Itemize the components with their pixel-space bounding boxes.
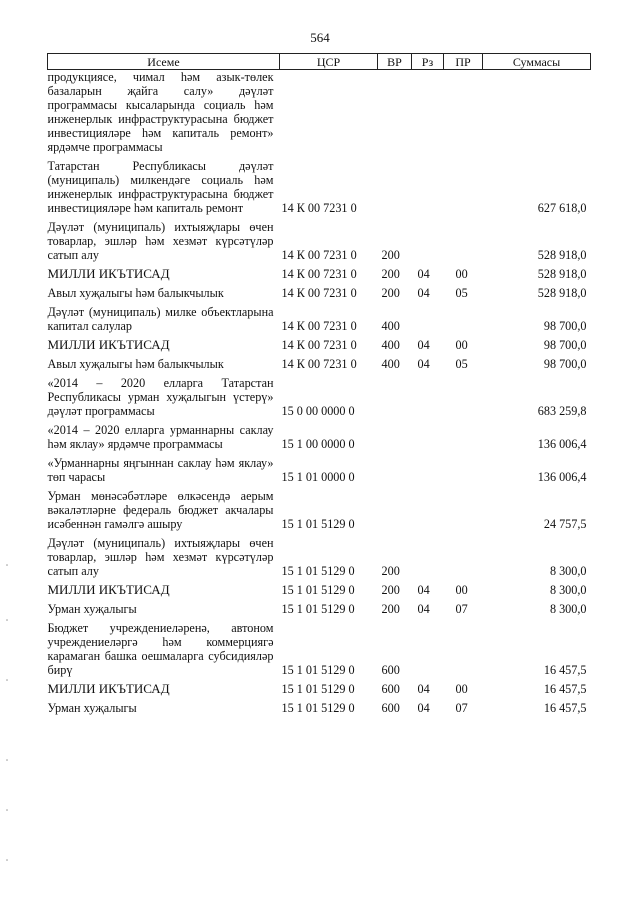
cell-name: Авыл хуҗалыгы һәм балыкчылык (47, 286, 224, 300)
table-row (48, 215, 591, 262)
cell-name: МИЛЛИ ИКЪТИСАД (47, 266, 170, 281)
cell-rz (412, 616, 444, 677)
cell-name: «2014 – 2020 елларга Татарстан Республикасы урман хуҗалыгын үстерү» дәүләт программасы (47, 376, 274, 418)
cell-csr (280, 70, 378, 155)
table-row (48, 451, 591, 484)
table-row (48, 333, 591, 352)
cell-rz: 04 (417, 602, 430, 616)
cell-pr: 07 (455, 602, 468, 616)
cell-sum: 136 006,4 (537, 470, 587, 484)
cell-rz (412, 484, 444, 531)
cell-vr: 200 (381, 286, 400, 300)
cell-pr: 00 (455, 583, 468, 597)
cell-csr: 14 К 00 7231 0 (281, 357, 357, 371)
cell-rz: 04 (417, 357, 430, 371)
table-row (48, 677, 591, 696)
cell-pr (444, 451, 483, 484)
cell-sum: 16 457,5 (543, 682, 587, 696)
cell-pr (444, 418, 483, 451)
cell-rz (412, 418, 444, 451)
header-vr: ВР (378, 54, 412, 70)
cell-csr: 14 К 00 7231 0 (281, 286, 357, 300)
table-header-row (48, 54, 591, 70)
cell-rz (412, 70, 444, 155)
cell-sum: 8 300,0 (549, 583, 587, 597)
cell-pr (444, 154, 483, 215)
cell-rz (412, 451, 444, 484)
cell-vr (378, 418, 412, 451)
cell-pr (444, 371, 483, 418)
table-row (48, 262, 591, 281)
cell-vr: 200 (381, 248, 400, 262)
cell-name: «Урманнарны яңгыннан саклау һәм яклау» төп чарасы (47, 456, 274, 484)
cell-csr: 15 1 01 5129 0 (281, 517, 355, 531)
cell-vr: 600 (381, 682, 400, 696)
cell-vr: 200 (381, 602, 400, 616)
cell-pr (444, 215, 483, 262)
table-row (48, 578, 591, 597)
cell-rz (412, 300, 444, 333)
cell-vr (378, 484, 412, 531)
cell-sum: 528 918,0 (537, 248, 587, 262)
cell-rz: 04 (417, 338, 430, 352)
cell-sum: 98 700,0 (543, 357, 587, 371)
cell-vr: 400 (381, 338, 400, 352)
cell-sum: 136 006,4 (537, 437, 587, 451)
table-row (48, 300, 591, 333)
table-row (48, 696, 591, 715)
cell-pr (444, 484, 483, 531)
header-pr: ПР (444, 54, 483, 70)
cell-name: МИЛЛИ ИКЪТИСАД (47, 337, 170, 352)
cell-vr (378, 371, 412, 418)
cell-pr (444, 616, 483, 677)
cell-sum: 627 618,0 (537, 201, 587, 215)
cell-rz (412, 371, 444, 418)
cell-pr: 00 (455, 682, 468, 696)
cell-sum: 16 457,5 (543, 663, 587, 677)
cell-rz: 04 (417, 286, 430, 300)
cell-csr: 15 1 01 0000 0 (281, 470, 355, 484)
cell-vr: 400 (381, 357, 400, 371)
cell-vr: 600 (381, 663, 400, 677)
cell-sum (483, 70, 591, 155)
table-row (48, 597, 591, 616)
cell-name: Урман хуҗалыгы (47, 701, 137, 715)
cell-pr: 07 (455, 701, 468, 715)
cell-sum: 8 300,0 (549, 564, 587, 578)
cell-vr: 200 (381, 267, 400, 281)
table-row (48, 154, 591, 215)
cell-csr: 15 1 01 5129 0 (281, 602, 355, 616)
cell-pr (444, 531, 483, 578)
cell-pr (444, 300, 483, 333)
cell-rz (412, 531, 444, 578)
cell-pr: 05 (455, 286, 468, 300)
table-row (48, 616, 591, 677)
cell-rz: 04 (417, 267, 430, 281)
cell-csr: 15 1 01 5129 0 (281, 663, 355, 677)
cell-sum: 98 700,0 (543, 338, 587, 352)
cell-rz: 04 (417, 583, 430, 597)
cell-name: Дәүләт (муниципаль) милке объектларына капитал салулар (47, 305, 274, 333)
cell-name: Урман мөнәсәбәтләре өлкәсендә аерым вәкаләтләрне федераль бюджет акчалары исәбеннән гамәлгә ашыру (47, 489, 274, 531)
cell-name: Дәүләт (муниципаль) ихтыяҗлары өчен товарлар, эшләр һәм хезмәт күрсәтүләр сатып алу (47, 536, 274, 578)
cell-sum: 8 300,0 (549, 602, 587, 616)
cell-csr: 14 К 00 7231 0 (281, 267, 357, 281)
cell-name: Авыл хуҗалыгы һәм балыкчылык (47, 357, 224, 371)
cell-name: Урман хуҗалыгы (47, 602, 137, 616)
cell-csr: 15 1 01 5129 0 (281, 701, 355, 715)
header-name: Исеме (48, 54, 280, 70)
cell-sum: 528 918,0 (537, 267, 587, 281)
page-number: 564 (310, 30, 330, 45)
cell-sum: 528 918,0 (537, 286, 587, 300)
cell-name: Бюджет учреждениеләренә, автоном учреждениеләргә һәм коммерциягә карамаган башка оешмаларга субсидияләр бирү (47, 621, 274, 677)
budget-table (47, 53, 591, 715)
cell-vr (378, 451, 412, 484)
scan-margin-marks (4, 560, 10, 880)
cell-csr: 14 К 00 7231 0 (281, 201, 357, 215)
table-row (48, 371, 591, 418)
cell-csr: 14 К 00 7231 0 (281, 319, 357, 333)
cell-sum: 24 757,5 (543, 517, 587, 531)
cell-csr: 15 1 01 5129 0 (281, 564, 355, 578)
table-row (48, 281, 591, 300)
cell-csr: 14 К 00 7231 0 (281, 248, 357, 262)
table-row (48, 484, 591, 531)
cell-csr: 15 1 01 5129 0 (281, 583, 355, 597)
table-row (48, 531, 591, 578)
table-row (48, 352, 591, 371)
cell-rz (412, 154, 444, 215)
cell-vr (378, 154, 412, 215)
header-sum: Суммасы (483, 54, 591, 70)
cell-vr: 600 (381, 701, 400, 715)
cell-name: МИЛЛИ ИКЪТИСАД (47, 582, 170, 597)
cell-name: продукциясе, чимал һәм азык-төлек базаларын җайга салу» дәүләт программасы кысаларында социаль һәм инженерлык инфраструктурасына бюджет инвестицияләре һәм капиталь ремонт» ярдәмче программасы (47, 70, 274, 154)
cell-sum: 98 700,0 (543, 319, 587, 333)
cell-pr: 00 (455, 338, 468, 352)
cell-rz: 04 (417, 701, 430, 715)
cell-vr: 400 (381, 319, 400, 333)
cell-rz: 04 (417, 682, 430, 696)
cell-name: МИЛЛИ ИКЪТИСАД (47, 681, 170, 696)
cell-pr: 05 (455, 357, 468, 371)
cell-name: Дәүләт (муниципаль) ихтыяҗлары өчен товарлар, эшләр һәм хезмәт күрсәтүләр сатып алу (47, 220, 274, 262)
header-csr: ЦСР (280, 54, 378, 70)
table-row (48, 418, 591, 451)
table-row (48, 70, 591, 155)
cell-vr (378, 70, 412, 155)
cell-rz (412, 215, 444, 262)
cell-pr (444, 70, 483, 155)
cell-sum: 683 259,8 (537, 404, 587, 418)
cell-pr: 00 (455, 267, 468, 281)
cell-name: «2014 – 2020 елларга урманнарны саклау һәм яклау» ярдәмче программасы (47, 423, 274, 451)
cell-csr: 14 К 00 7231 0 (281, 338, 357, 352)
cell-csr: 15 1 01 5129 0 (281, 682, 355, 696)
cell-vr: 200 (381, 583, 400, 597)
cell-sum: 16 457,5 (543, 701, 587, 715)
cell-vr: 200 (381, 564, 400, 578)
cell-csr: 15 1 00 0000 0 (281, 437, 355, 451)
cell-csr: 15 0 00 0000 0 (281, 404, 355, 418)
header-rz: Рз (412, 54, 444, 70)
cell-name: Татарстан Республикасы дәүләт (муниципаль) милкендәге социаль һәм инженерлык инфраструктурасына бюджет инвестицияләре һәм капиталь ремонт (47, 159, 274, 215)
